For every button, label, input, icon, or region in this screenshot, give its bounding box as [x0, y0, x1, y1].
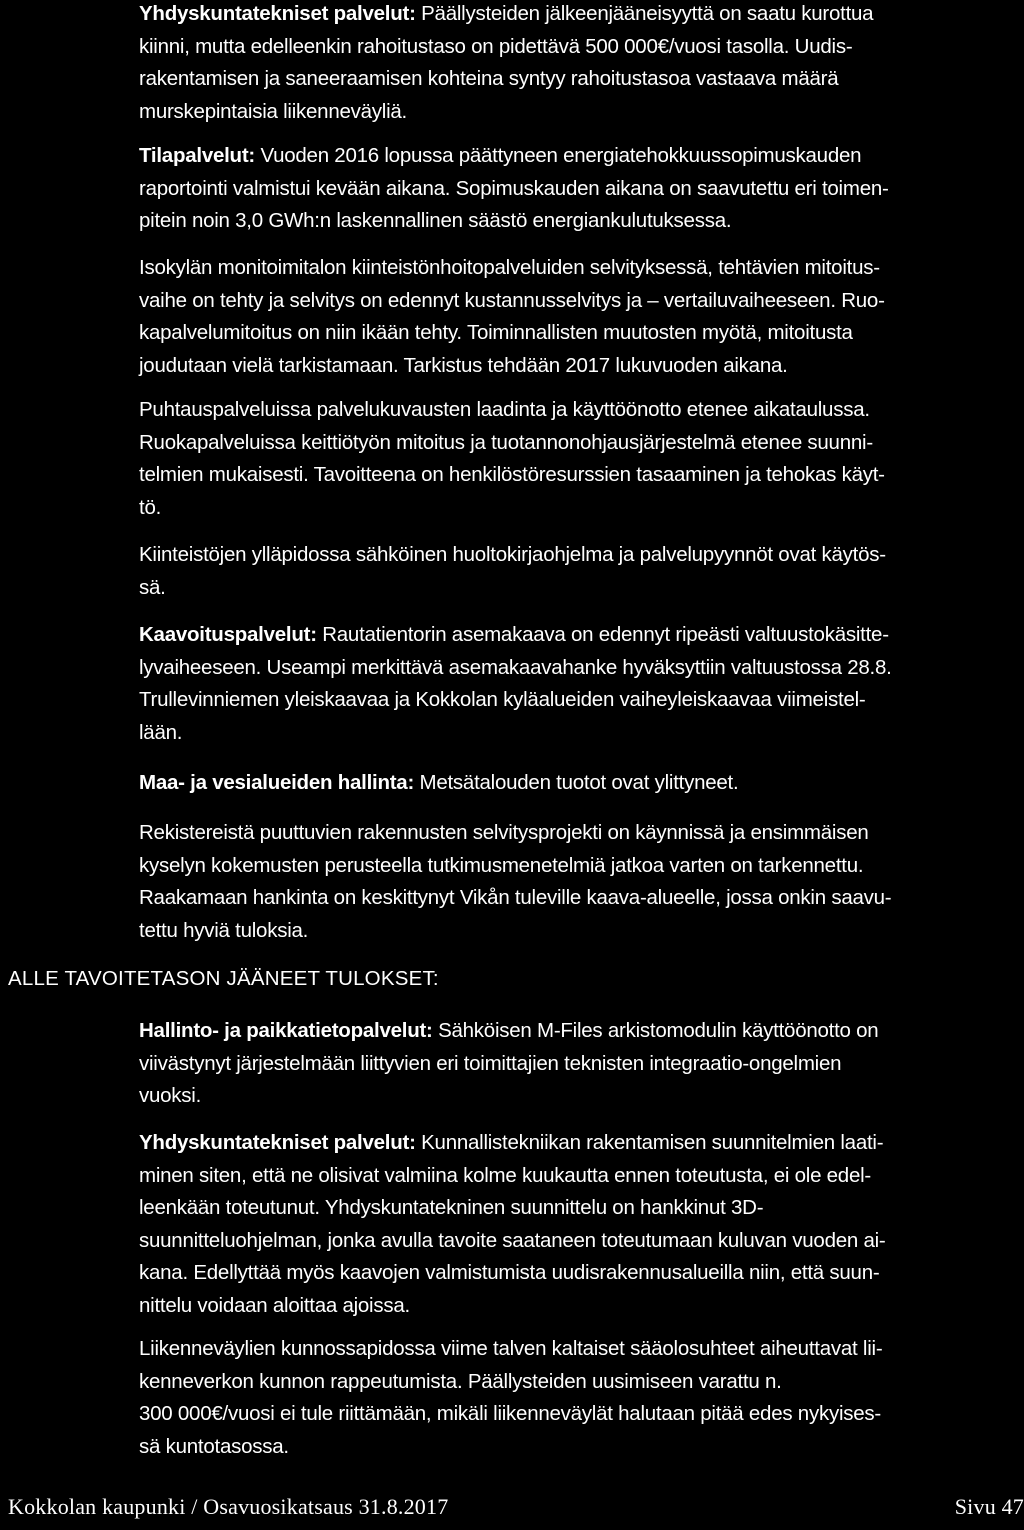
text-line: 300 000€/vuosi ei tule riittämään, mikäli liikenneväylät halutaan pitää edes nykyises- — [139, 1402, 881, 1425]
text-line: Isokylän monitoimitalon kiinteistönhoitopalveluiden selvityksessä, tehtävien mitoitus- — [139, 256, 880, 279]
text-line: minen siten, että ne olisivat valmiina kolme kuukautta ennen toteutusta, ei ole edel- — [139, 1163, 871, 1187]
text-line: vaihe on tehty ja selvitys on edennyt kustannusselvitys ja – vertailuvaiheeseen. Ruo- — [139, 288, 885, 312]
paragraph-label: Tilapalvelut: — [139, 144, 255, 167]
paragraph-hallinto — [139, 1015, 1019, 1113]
text-line: rakentamisen ja saneeraamisen kohteina syntyy rahoitustasoa vastaava määrä — [139, 67, 839, 90]
text-line: Rautatientorin asemakaava on edennyt ripeästi valtuustokäsitte- — [316, 623, 889, 646]
text-line: Päällysteiden jälkeenjääneisyyttä on saatu kurottua — [415, 2, 874, 25]
text-line: kenneverkon kunnon rappeutumista. Päällysteiden uusimiseen varattu n. — [139, 1369, 782, 1393]
paragraph-yhdyskuntatekniset-2 — [139, 1127, 1019, 1322]
paragraph-yhdyskuntatekniset-1 — [139, 0, 1019, 128]
text-line: leenkään toteutunut. Yhdyskuntatekninen suunnittelu on hankkinut 3D- — [139, 1196, 764, 1219]
paragraph-kiinteistot — [139, 539, 1019, 604]
text-line: raportointi valmistui kevään aikana. Sopimuskauden aikana on saavutettu eri toimen- — [139, 176, 889, 200]
paragraph-kaavoituspalvelut — [139, 619, 1019, 749]
paragraph-label: Kaavoituspalvelut: — [139, 623, 317, 646]
text-line: kana. Edellyttää myös kaavojen valmistumista uudisrakennusalueilla niin, että suun- — [139, 1261, 880, 1284]
footer-document-title: Kokkolan kaupunki / Osavuosikatsaus 31.8.2017 — [8, 1494, 449, 1519]
text-line: Kunnallistekniikan rakentamisen suunnitelmien laati- — [415, 1131, 884, 1154]
text-line: pitein noin 3,0 GWh:n laskennallinen säästö energiankulutuksessa. — [139, 209, 732, 232]
text-line: kiinni, mutta edelleenkin rahoitustaso on pidettävä 500 000€/vuosi tasolla. Uudis- — [139, 34, 853, 58]
text-line: suunnitteluohjelman, jonka avulla tavoite saataneen toteutumaan kuluvan vuoden ai- — [139, 1228, 886, 1252]
text-line: vuoksi. — [139, 1084, 202, 1107]
text-line: sä. — [139, 575, 166, 599]
footer-page-number: Sivu 47 — [954, 1494, 1024, 1519]
text-line: murskepintaisia liikenneväyliä. — [139, 99, 407, 123]
text-line: Puhtauspalveluissa palvelukuvausten laadinta ja käyttöönotto etenee aikataulussa. — [139, 398, 870, 421]
paragraph-isokyla — [139, 252, 1019, 382]
text-line: kapalvelumitoitus on niin ikään tehty. Toiminnallisten muutosten myötä, mitoitusta — [139, 321, 853, 344]
text-line: tettu hyviä tuloksia. — [139, 918, 309, 942]
text-line: nittelu voidaan aloittaa ajoissa. — [139, 1293, 410, 1317]
paragraph-label: Yhdyskuntatekniset palvelut: — [139, 1131, 416, 1154]
text-line: viivästynyt järjestelmään liittyvien eri toimittajien teknisten integraatio-ongelmien — [139, 1051, 842, 1075]
text-line: tö. — [139, 495, 162, 519]
paragraph-rekisterit — [139, 817, 1019, 947]
text-line: Raakamaan hankinta on keskittynyt Vikån tuleville kaava-alueelle, jossa onkin saavu- — [139, 886, 892, 909]
text-line: sä kuntotasossa. — [139, 1434, 289, 1458]
text-line: Metsätalouden tuotot ovat ylittyneet. — [414, 771, 739, 794]
paragraph-maa-ja-vesialueet — [139, 767, 1019, 800]
text-line: Ruokapalveluissa keittiötyön mitoitus ja tuotannonohjausjärjestelmä etenee suunni- — [139, 430, 873, 454]
text-line: Trullevinniemen yleiskaavaa ja Kokkolan kyläalueiden vaiheyleiskaavaa viimeistel- — [139, 688, 866, 711]
text-line: joudutaan vielä tarkistamaan. Tarkistus tehdään 2017 lukuvuoden aikana. — [139, 353, 788, 377]
section-heading: ALLE TAVOITETASON JÄÄNEET TULOKSET: — [8, 967, 439, 990]
paragraph-label: Maa- ja vesialueiden hallinta: — [139, 771, 415, 794]
text-line: Liikenneväylien kunnossapidossa viime talven kaltaiset sääolosuhteet aiheuttavat lii- — [139, 1337, 883, 1360]
text-line: Rekistereistä puuttuvien rakennusten selvitysprojekti on käynnissä ja ensimmäisen — [139, 821, 869, 844]
text-line: Vuoden 2016 lopussa päättyneen energiatehokkuussopimuskauden — [255, 144, 862, 167]
paragraph-label: Yhdyskuntatekniset palvelut: — [139, 2, 416, 25]
text-line: lyvaiheeseen. Useampi merkittävä asemakaavahanke hyväksyttiin valtuustossa 28.8. — [139, 655, 892, 679]
paragraph-liikennevaylat — [139, 1333, 1019, 1463]
paragraph-label: Hallinto- ja paikkatietopalvelut: — [139, 1019, 433, 1042]
paragraph-puhtauspalvelut — [139, 394, 1019, 524]
text-line: kyselyn kokemusten perusteella tutkimusmenetelmiä jatkoa varten on tarkennettu. — [139, 853, 864, 877]
text-line: Kiinteistöjen ylläpidossa sähköinen huoltokirjaohjelma ja palvelupyynnöt ovat käytös- — [139, 543, 886, 566]
text-line: Sähköisen M-Files arkistomodulin käyttöönotto on — [432, 1019, 879, 1042]
text-line: lään. — [139, 720, 183, 744]
paragraph-tilapalvelut — [139, 140, 1019, 238]
text-line: telmien mukaisesti. Tavoitteena on henkilöstöresurssien tasaaminen ja tehokas käyt- — [139, 463, 885, 486]
